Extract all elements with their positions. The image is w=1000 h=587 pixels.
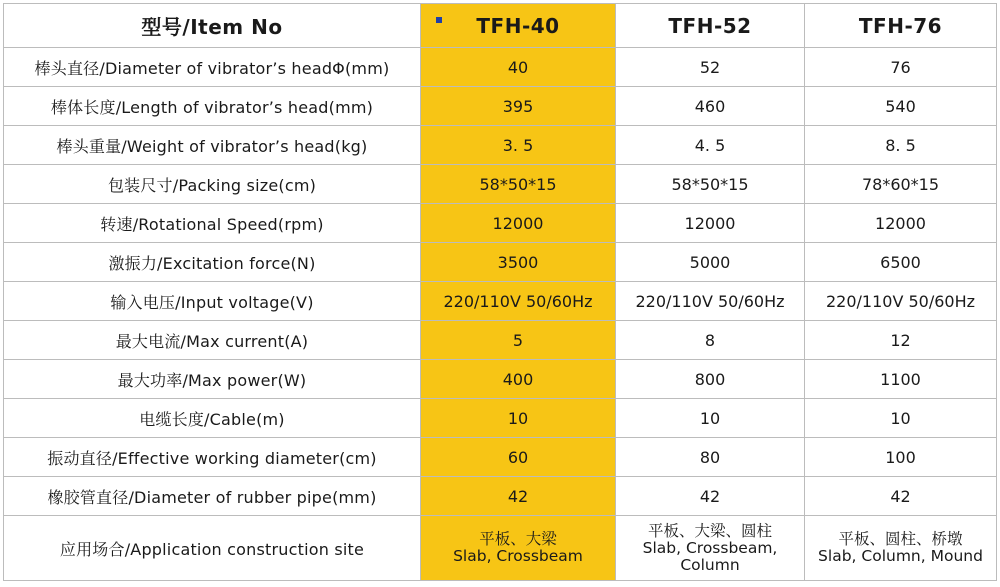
cell-tfh76: 6500	[805, 243, 997, 282]
cell-tfh52: 58*50*15	[616, 165, 805, 204]
cell-tfh52: 460	[616, 87, 805, 126]
row-label: 棒体长度/Length of vibrator’s head(mm)	[4, 87, 421, 126]
header-model-tfh40: TFH-40	[421, 4, 616, 48]
cell-tfh76: 1100	[805, 360, 997, 399]
row-label: 转速/Rotational Speed(rpm)	[4, 204, 421, 243]
header-model-tfh52: TFH-52	[616, 4, 805, 48]
row-label: 应用场合/Application construction site	[4, 516, 421, 581]
cell-tfh52: 80	[616, 438, 805, 477]
row-label: 橡胶管直径/Diameter of rubber pipe(mm)	[4, 477, 421, 516]
cell-tfh52: 10	[616, 399, 805, 438]
cell-tfh40: 220/110V 50/60Hz	[421, 282, 616, 321]
row-head-diameter	[4, 48, 997, 87]
row-label: 输入电压/Input voltage(V)	[4, 282, 421, 321]
application-cn: 平板、大梁、圆柱	[647, 521, 772, 540]
cell-tfh40: 395	[421, 87, 616, 126]
cell-tfh76: 42	[805, 477, 997, 516]
row-label: 包装尺寸/Packing size(cm)	[4, 165, 421, 204]
cell-tfh40	[421, 516, 616, 581]
row-label: 棒头重量/Weight of vibrator’s head(kg)	[4, 126, 421, 165]
row-working-diameter	[4, 438, 997, 477]
row-label: 棒头直径/Diameter of vibrator’s headΦ(mm)	[4, 48, 421, 87]
spec-table	[3, 3, 997, 581]
cell-tfh52: 4. 5	[616, 126, 805, 165]
application-en: Slab, Crossbeam	[453, 547, 583, 565]
application-cn: 平板、圆柱、桥墩	[838, 530, 963, 548]
cell-tfh52: 8	[616, 321, 805, 360]
spec-table-container	[3, 3, 996, 584]
row-label: 最大功率/Max power(W)	[4, 360, 421, 399]
row-excitation-force	[4, 243, 997, 282]
cell-tfh40: 400	[421, 360, 616, 399]
row-label: 电缆长度/Cable(m)	[4, 399, 421, 438]
cell-tfh52: 12000	[616, 204, 805, 243]
cell-tfh52: 800	[616, 360, 805, 399]
row-cable	[4, 399, 997, 438]
cell-tfh52	[616, 516, 805, 581]
row-label: 激振力/Excitation force(N)	[4, 243, 421, 282]
cell-tfh52: 42	[616, 477, 805, 516]
cell-tfh40: 5	[421, 321, 616, 360]
cell-tfh76: 12	[805, 321, 997, 360]
cell-tfh40: 3. 5	[421, 126, 616, 165]
cell-tfh40: 3500	[421, 243, 616, 282]
cell-tfh76: 10	[805, 399, 997, 438]
application-en: Slab, Crossbeam, Column	[642, 538, 778, 574]
cell-tfh76: 100	[805, 438, 997, 477]
row-input-voltage	[4, 282, 997, 321]
cell-tfh76: 78*60*15	[805, 165, 997, 204]
cell-tfh76: 220/110V 50/60Hz	[805, 282, 997, 321]
row-rubber-pipe	[4, 477, 997, 516]
cell-tfh40: 40	[421, 48, 616, 87]
cell-tfh40: 42	[421, 477, 616, 516]
application-cn: 平板、大梁	[479, 530, 557, 548]
application-en: Slab, Column, Mound	[818, 547, 983, 565]
cell-tfh76: 76	[805, 48, 997, 87]
row-max-current	[4, 321, 997, 360]
cell-tfh40: 10	[421, 399, 616, 438]
cell-tfh52: 52	[616, 48, 805, 87]
cell-tfh40: 12000	[421, 204, 616, 243]
blue-square-marker-icon	[436, 17, 442, 23]
row-packing-size	[4, 165, 997, 204]
row-application	[4, 516, 997, 581]
cell-tfh76	[805, 516, 997, 581]
row-head-weight	[4, 126, 997, 165]
cell-tfh76: 540	[805, 87, 997, 126]
header-row	[4, 4, 997, 48]
row-rotational-speed	[4, 204, 997, 243]
cell-tfh76: 8. 5	[805, 126, 997, 165]
row-label: 最大电流/Max current(A)	[4, 321, 421, 360]
row-label: 振动直径/Effective working diameter(cm)	[4, 438, 421, 477]
header-item-label: 型号/Item No	[4, 4, 421, 48]
row-max-power	[4, 360, 997, 399]
cell-tfh40: 60	[421, 438, 616, 477]
row-head-length	[4, 87, 997, 126]
cell-tfh52: 220/110V 50/60Hz	[616, 282, 805, 321]
header-model-tfh76: TFH-76	[805, 4, 997, 48]
cell-tfh76: 12000	[805, 204, 997, 243]
cell-tfh40: 58*50*15	[421, 165, 616, 204]
cell-tfh52: 5000	[616, 243, 805, 282]
